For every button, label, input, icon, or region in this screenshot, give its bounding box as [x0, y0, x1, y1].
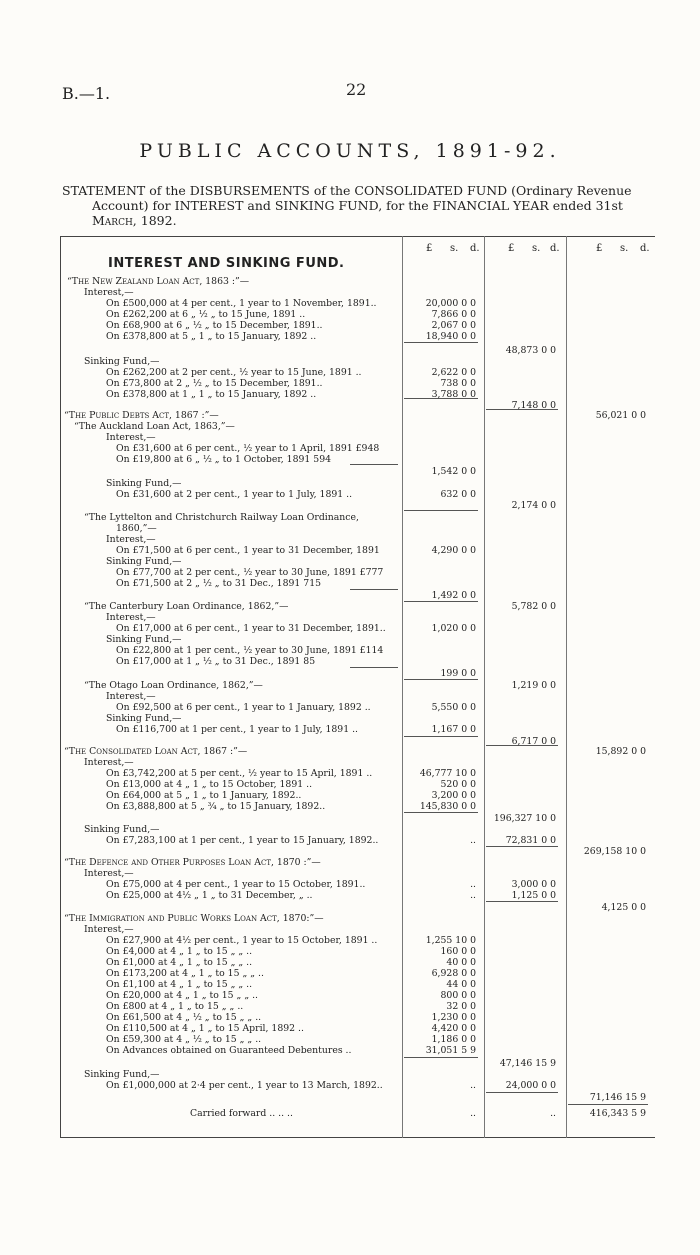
section-title: INTEREST AND SINKING FUND.	[108, 256, 345, 271]
table-row	[0, 757, 700, 768]
table-row	[0, 902, 700, 913]
row-description: On £17,000 at 1 „ ½ „ to 31 Dec., 1891 85	[116, 656, 316, 667]
table-row	[0, 1034, 700, 1045]
row-description: On £116,700 at 1 per cent., 1 year to 1 July, 1891 ..	[116, 724, 359, 735]
row-description: Sinking Fund,—	[84, 356, 160, 367]
table-row	[0, 790, 700, 801]
row-description: Sinking Fund,—	[106, 478, 182, 489]
row-description: On £71,500 at 6 per cent., 1 year to 31 December, 1891	[116, 545, 380, 556]
row-description: On £3,742,200 at 5 per cent., ½ year to 15 April, 1891 ..	[106, 768, 373, 779]
table-row	[0, 389, 700, 400]
row-description: Sinking Fund,—	[84, 824, 160, 835]
table-row	[0, 466, 700, 477]
table-row	[0, 500, 700, 511]
amount-column-3: 71,146 15 9	[589, 1092, 646, 1103]
row-description: “The Auckland Loan Act, 1863,”—	[74, 421, 235, 432]
row-description: On £1,000,000 at 2·4 per cent., 1 year to 13 March, 1892..	[106, 1080, 383, 1091]
row-description: Interest,—	[84, 924, 134, 935]
row-description: On £378,800 at 5 „ 1 „ to 15 January, 1892 ..	[106, 331, 317, 342]
table-row	[0, 724, 700, 735]
table-row	[0, 713, 700, 724]
amount-column-1: 1,230 0 0	[431, 1012, 476, 1023]
table-row	[0, 432, 700, 443]
amount-column-2: 72,831 0 0	[505, 835, 556, 846]
amount-column-1: 44 0 0	[446, 979, 476, 990]
row-description: On £19,800 at 6 „ ½ „ to 1 October, 1891 594	[116, 454, 332, 465]
amount-column-1: 4,420 0 0	[431, 1023, 476, 1034]
table-row	[0, 287, 700, 298]
row-description: On £68,900 at 6 „ ½ „ to 15 December, 1891..	[106, 320, 323, 331]
row-description: Sinking Fund,—	[106, 713, 182, 724]
amount-column-1: 20,000 0 0	[425, 298, 476, 309]
amount-column-1: 3,200 0 0	[431, 790, 476, 801]
statement-line-3: March, 1892.	[92, 213, 177, 228]
amount-column-1: ..	[470, 1080, 476, 1091]
currency-shillings: s.	[450, 243, 459, 254]
table-row	[0, 612, 700, 623]
amount-column-1: ..	[470, 879, 476, 890]
amount-column-1: 738 0 0	[440, 378, 476, 389]
table-row	[0, 590, 700, 601]
row-description: On £64,000 at 5 „ 1 „ to 1 January, 1892..	[106, 790, 302, 801]
table-row	[0, 1023, 700, 1034]
amount-column-2: 47,146 15 9	[499, 1058, 556, 1069]
table-row	[0, 979, 700, 990]
table-row	[0, 680, 700, 691]
table-row	[0, 868, 700, 879]
amount-column-1: ..	[470, 835, 476, 846]
row-description: On £1,100 at 4 „ 1 „ to 15 „ „ ..	[106, 979, 253, 990]
row-description: “The Consolidated Loan Act, 1867 :”—	[64, 746, 248, 757]
table-row	[0, 857, 700, 868]
table-row	[0, 331, 700, 342]
amount-column-2: 7,148 0 0	[511, 400, 556, 411]
row-description: On £61,500 at 4 „ ½ „ to 15 „ „ ..	[106, 1012, 262, 1023]
row-description: On £20,000 at 4 „ 1 „ to 15 „ „ ..	[106, 990, 259, 1001]
table-row	[0, 645, 700, 656]
amount-column-1: 145,830 0 0	[419, 801, 476, 812]
row-description: Interest,—	[84, 757, 134, 768]
page-title: PUBLIC ACCOUNTS, 1891-92.	[139, 140, 561, 162]
amount-column-1: 160 0 0	[440, 946, 476, 957]
table-row	[0, 990, 700, 1001]
table-row	[0, 1001, 700, 1012]
amount-column-1: 520 0 0	[440, 779, 476, 790]
page-number: 22	[346, 80, 367, 99]
table-row	[0, 801, 700, 812]
table-row	[0, 320, 700, 331]
row-description: “The Otago Loan Ordinance, 1862,”—	[84, 680, 263, 691]
table-row	[0, 623, 700, 634]
currency-pence: d.	[640, 243, 650, 254]
row-description: On £75,000 at 4 per cent., 1 year to 15 October, 1891..	[106, 879, 366, 890]
table-row	[0, 489, 700, 500]
table-row	[0, 968, 700, 979]
row-description: On £73,800 at 2 „ ½ „ to 15 December, 1891..	[106, 378, 323, 389]
table-row	[0, 567, 700, 578]
currency-shillings: s.	[532, 243, 541, 254]
row-description: On £13,000 at 4 „ 1 „ to 15 October, 1891 ..	[106, 779, 313, 790]
table-row	[0, 924, 700, 935]
table-row	[0, 601, 700, 612]
amount-column-1: 2,622 0 0	[431, 367, 476, 378]
row-description: On £110,500 at 4 „ 1 „ to 15 April, 1892 ..	[106, 1023, 304, 1034]
table-row	[0, 768, 700, 779]
row-description: On Advances obtained on Guaranteed Debentures ..	[106, 1045, 352, 1056]
table-row	[0, 946, 700, 957]
subtotal-rule	[404, 342, 478, 343]
amount-column-1: ..	[470, 890, 476, 901]
currency-pounds: £	[508, 243, 515, 254]
row-description: 1860,”—	[116, 523, 157, 534]
table-row	[0, 668, 700, 679]
amount-column-3: 56,021 0 0	[595, 410, 646, 421]
statement-heading	[62, 183, 654, 228]
amount-column-2: ..	[550, 1108, 556, 1119]
row-description: On £31,600 at 6 per cent., ½ year to 1 April, 1891 £948	[116, 443, 380, 454]
amount-column-1: 32 0 0	[446, 1001, 476, 1012]
amount-column-1: 7,866 0 0	[431, 309, 476, 320]
amount-column-2: 1,219 0 0	[511, 680, 556, 691]
subtotal-rule	[568, 1104, 648, 1105]
row-description: “The Canterbury Loan Ordinance, 1862,”—	[84, 601, 289, 612]
row-description: Carried forward .. .. ..	[190, 1108, 293, 1119]
row-description: On £17,000 at 6 per cent., 1 year to 31 December, 1891..	[116, 623, 386, 634]
table-row	[0, 935, 700, 946]
currency-shillings: s.	[620, 243, 629, 254]
amount-column-2: 1,125 0 0	[511, 890, 556, 901]
table-row	[0, 367, 700, 378]
amount-column-1: 632 0 0	[440, 489, 476, 500]
table-row	[0, 523, 700, 534]
amount-column-1: 4,290 0 0	[431, 545, 476, 556]
table-row	[0, 835, 700, 846]
row-description: “The New Zealand Loan Act, 1863 :”—	[67, 276, 250, 287]
table-row	[0, 545, 700, 556]
row-description: “The Public Debts Act, 1867 :”—	[64, 410, 219, 421]
amount-column-1: 46,777 10 0	[419, 768, 476, 779]
table-row	[0, 345, 700, 356]
row-description: Interest,—	[106, 691, 156, 702]
table-row	[0, 1069, 700, 1080]
row-description: On £262,200 at 6 „ ½ „ to 15 June, 1891 ..	[106, 309, 306, 320]
row-description: On £77,700 at 2 per cent., ½ year to 30 June, 1891 £777	[116, 567, 384, 578]
row-description: “The Lyttelton and Christchurch Railway Loan Ordinance,	[84, 512, 359, 523]
amount-column-1: 1,492 0 0	[431, 590, 476, 601]
row-description: Sinking Fund,—	[84, 1069, 160, 1080]
table-row	[0, 309, 700, 320]
row-description: On £31,600 at 2 per cent., 1 year to 1 July, 1891 ..	[116, 489, 353, 500]
row-description: Interest,—	[106, 432, 156, 443]
amount-column-3: 416,343 5 9	[589, 1108, 646, 1119]
table-row	[0, 1080, 700, 1091]
amount-column-1: 18,940 0 0	[425, 331, 476, 342]
amount-column-1: 31,051 5 9	[425, 1045, 476, 1056]
amount-column-2: 24,000 0 0	[505, 1080, 556, 1091]
amount-column-1: 1,020 0 0	[431, 623, 476, 634]
table-row	[0, 578, 700, 589]
table-row	[0, 702, 700, 713]
statement-line-1: STATEMENT of the DISBURSEMENTS of the CONSOLIDATED FUND (Ordinary Revenue	[62, 183, 632, 198]
row-description: Sinking Fund,—	[106, 556, 182, 567]
table-row	[0, 454, 700, 465]
row-description: On £173,200 at 4 „ 1 „ to 15 „ „ ..	[106, 968, 264, 979]
row-description: On £378,800 at 1 „ 1 „ to 15 January, 1892 ..	[106, 389, 317, 400]
row-description: Interest,—	[106, 612, 156, 623]
table-row	[0, 656, 700, 667]
amount-column-2: 5,782 0 0	[511, 601, 556, 612]
row-description: On £92,500 at 6 per cent., 1 year to 1 January, 1892 ..	[116, 702, 371, 713]
table-row	[0, 421, 700, 432]
amount-column-3: 269,158 10 0	[583, 846, 646, 857]
row-description: “The Immigration and Public Works Loan Act, 1870:”—	[64, 913, 324, 924]
table-row	[0, 779, 700, 790]
table-row	[0, 410, 700, 421]
amount-column-1: 800 0 0	[440, 990, 476, 1001]
table-row	[0, 691, 700, 702]
table-row	[0, 824, 700, 835]
amount-column-1: 199 0 0	[440, 668, 476, 679]
table-row	[0, 913, 700, 924]
row-description: On £262,200 at 2 per cent., ½ year to 15 June, 1891 ..	[106, 367, 362, 378]
table-row	[0, 890, 700, 901]
table-row	[0, 512, 700, 523]
amount-column-2: 3,000 0 0	[511, 879, 556, 890]
amount-column-2: 196,327 10 0	[493, 813, 556, 824]
row-description: “The Defence and Other Purposes Loan Act, 1870 :”—	[64, 857, 321, 868]
row-description: On £1,000 at 4 „ 1 „ to 15 „ „ ..	[106, 957, 253, 968]
table-row	[0, 534, 700, 545]
table-row	[0, 846, 700, 857]
row-description: Interest,—	[84, 868, 134, 879]
currency-pounds: £	[596, 243, 603, 254]
row-description: On £71,500 at 2 „ ½ „ to 31 Dec., 1891 715	[116, 578, 322, 589]
table-row	[0, 378, 700, 389]
statement-line-2: Account) for INTEREST and SINKING FUND, for the FINANCIAL YEAR ended 31st	[92, 198, 623, 213]
table-row	[0, 1012, 700, 1023]
amount-column-1: ..	[470, 1108, 476, 1119]
amount-column-1: 5,550 0 0	[431, 702, 476, 713]
row-description: On £25,000 at 4½ „ 1 „ to 31 December, „ ..	[106, 890, 313, 901]
table-row	[0, 879, 700, 890]
amount-column-2: 2,174 0 0	[511, 500, 556, 511]
amount-column-3: 15,892 0 0	[595, 746, 646, 757]
amount-column-1: 1,167 0 0	[431, 724, 476, 735]
table-row	[0, 634, 700, 645]
amount-column-1: 3,788 0 0	[431, 389, 476, 400]
amount-column-2: 48,873 0 0	[505, 345, 556, 356]
row-description: Sinking Fund,—	[106, 634, 182, 645]
table-row	[0, 298, 700, 309]
amount-column-1: 1,542 0 0	[431, 466, 476, 477]
amount-column-1: 1,186 0 0	[431, 1034, 476, 1045]
table-row	[0, 478, 700, 489]
table-row	[0, 746, 700, 757]
document-reference: B.—1.	[62, 84, 111, 103]
row-description: Interest,—	[84, 287, 134, 298]
table-row	[0, 1092, 700, 1103]
table-row	[0, 957, 700, 968]
currency-pounds: £	[426, 243, 433, 254]
table-row	[0, 1058, 700, 1069]
currency-pence: d.	[470, 243, 480, 254]
amount-column-2: 6,717 0 0	[511, 736, 556, 747]
currency-pence: d.	[550, 243, 560, 254]
row-description: On £27,900 at 4½ per cent., 1 year to 15 October, 1891 ..	[106, 935, 378, 946]
amount-column-1: 40 0 0	[446, 957, 476, 968]
table-row	[0, 443, 700, 454]
table-row	[0, 813, 700, 824]
table-row	[0, 556, 700, 567]
table-row	[0, 1045, 700, 1056]
table-row	[0, 1108, 700, 1119]
table-row	[0, 276, 700, 287]
row-description: On £3,888,800 at 5 „ ¾ „ to 15 January, 1892..	[106, 801, 326, 812]
row-description: Interest,—	[106, 534, 156, 545]
amount-column-1: 2,067 0 0	[431, 320, 476, 331]
amount-column-1: 1,255 10 0	[425, 935, 476, 946]
table-row	[0, 356, 700, 367]
amount-column-3: 4,125 0 0	[601, 902, 646, 913]
row-description: On £59,300 at 4 „ ½ „ to 15 „ „ ..	[106, 1034, 262, 1045]
row-description: On £4,000 at 4 „ 1 „ to 15 „ „ ..	[106, 946, 253, 957]
row-description: On £500,000 at 4 per cent., 1 year to 1 November, 1891..	[106, 298, 377, 309]
amount-column-1: 6,928 0 0	[431, 968, 476, 979]
row-description: On £800 at 4 „ 1 „ to 15 „ „ ..	[106, 1001, 244, 1012]
row-description: On £7,283,100 at 1 per cent., 1 year to 15 January, 1892..	[106, 835, 379, 846]
row-description: On £22,800 at 1 per cent., ½ year to 30 June, 1891 £114	[116, 645, 384, 656]
